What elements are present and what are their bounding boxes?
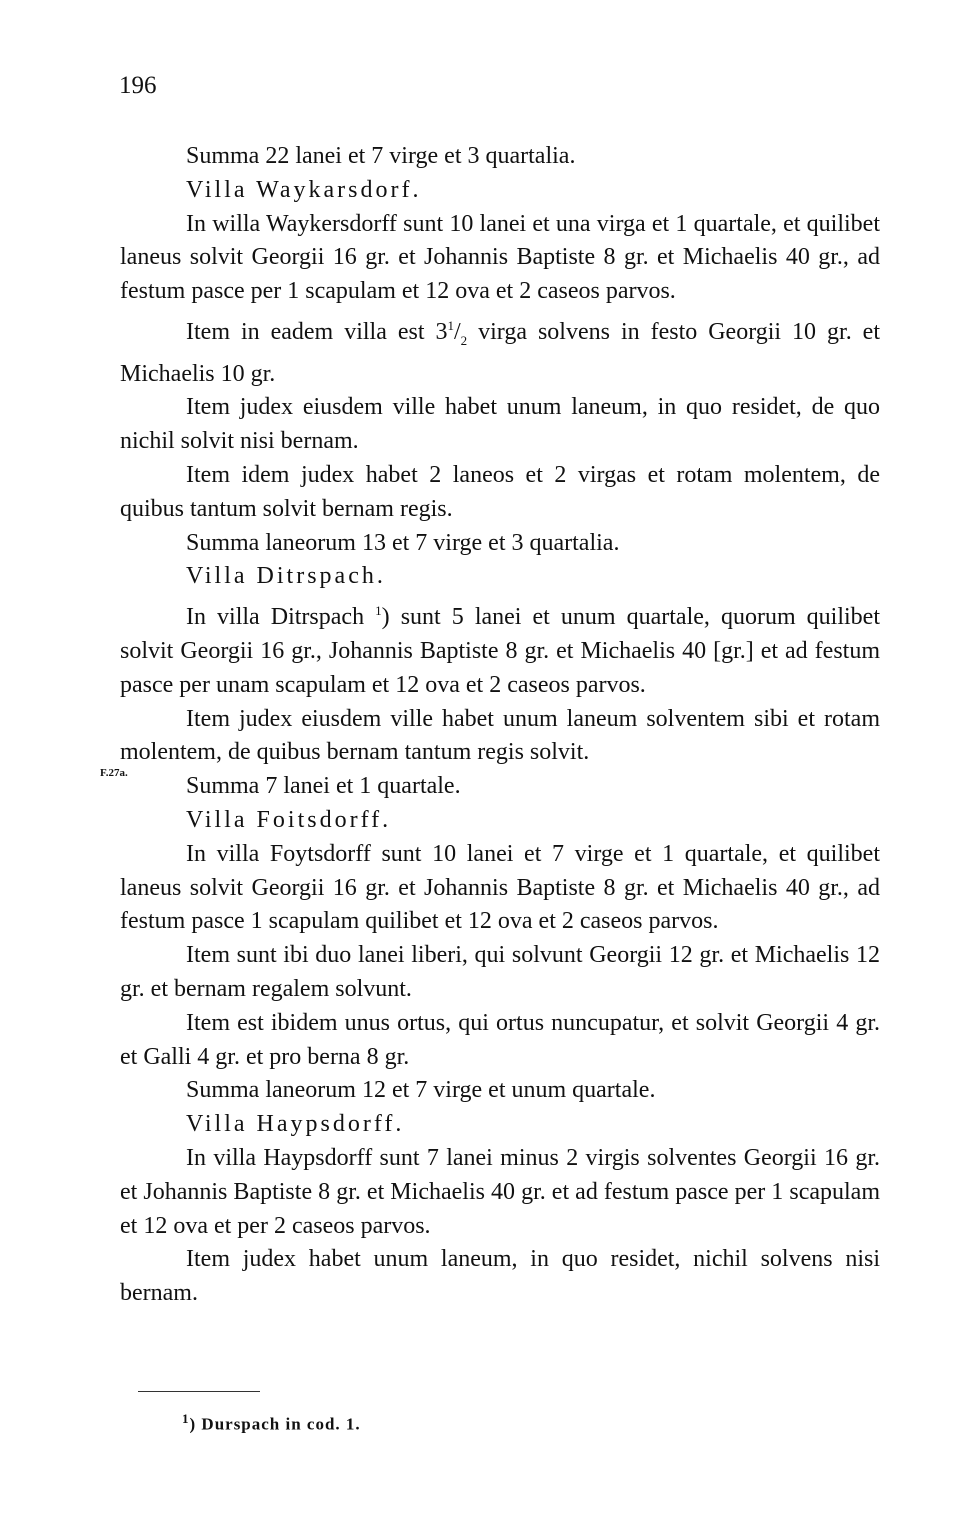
- paragraph: Item est ibidem unus ortus, qui ortus nuncupatur, et solvit Georgii 4 gr. et Galli 4 gr. et pro berna 8 gr.: [120, 1009, 880, 1070]
- summa-line: Summa laneorum 12 et 7 virge et unum quartale.: [186, 1077, 656, 1104]
- summa-line: Summa laneorum 13 et 7 virge et 3 quartalia.: [186, 529, 620, 556]
- paragraph: Item judex habet unum laneum, in quo residet, nichil solvens nisi bernam.: [120, 1246, 880, 1307]
- footnote-marker: 1: [182, 1411, 190, 1426]
- fraction-numerator: 1: [447, 317, 454, 333]
- paragraph: In villa Foytsdorff sunt 10 lanei et 7 virge et 1 quartale, et quilibet laneus solvit Georgii 16 gr. et Johannis Baptiste 8 gr. et Michaelis 40 gr., ad festum pasce 1 scapulam quilibet et 12 ova et 2 caseos parvos.: [120, 840, 880, 935]
- summa-line: Summa 7 lanei et 1 quartale.: [186, 773, 461, 800]
- page-number: 196: [119, 72, 157, 99]
- main-text: [120, 140, 880, 1311]
- marginal-folio-note: F.27a.: [100, 767, 128, 779]
- footnote-ref: 1: [375, 603, 382, 619]
- text-run: Item in eadem villa est 3: [186, 318, 448, 345]
- paragraph: Item judex eiusdem ville habet unum laneum solventem sibi et rotam molentem, de quibus bernam tantum regis solvit.: [120, 705, 880, 766]
- footnote: [182, 1411, 361, 1435]
- section-heading: Villa Ditrspach.: [186, 563, 386, 590]
- paragraph: In villa Haypsdorff sunt 7 lanei minus 2 virgis solventes Georgii 16 gr. et Johannis Baptiste 8 gr. et Michaelis 40 gr. et ad festum pasce per 1 scapulam et 12 ova et per 2 caseos parvos.: [120, 1144, 880, 1239]
- text-run: virga solvens in festo Georgii 10 gr. et Michaelis 10 gr.: [120, 318, 880, 387]
- section-heading: Villa Foitsdorff.: [186, 806, 392, 833]
- paragraph: [120, 594, 880, 702]
- text-run: In villa Ditrspach: [186, 604, 376, 631]
- paragraph: Item judex eiusdem ville habet unum laneum, in quo residet, de quo nichil solvit nisi bernam.: [120, 394, 880, 455]
- paragraph: Item in eadem villa est $3^1/_2$ virga solvens in festo Georgii 10 gr. et Michaelis 10 gr.: [120, 317, 880, 387]
- section-heading: Villa Haypsdorff.: [186, 1111, 405, 1138]
- fraction-denominator: 2: [460, 332, 468, 348]
- paragraph: In willa Waykersdorff sunt 10 lanei et una virga et 1 quartale, et quilibet laneus solvit Georgii 16 gr. et Johannis Baptiste 8 gr. et Michaelis 40 gr., ad festum pasce per 1 scapulam et 12 ova et 2 caseos parvos.: [120, 210, 880, 305]
- footnote-text: ) Durspach in cod. 1.: [189, 1414, 361, 1434]
- paragraph: Item sunt ibi duo lanei liberi, qui solvunt Georgii 12 gr. et Michaelis 12 gr. et bernam regalem solvunt.: [120, 942, 880, 1002]
- summa-line: Summa 22 lanei et 7 virge et 3 quartalia.: [186, 143, 576, 169]
- paragraph: Item idem judex habet 2 laneos et 2 virgas et rotam molentem, de quibus tantum solvit bernam regis.: [120, 461, 880, 522]
- section-heading: Villa Waykarsdorf.: [186, 176, 422, 203]
- text-run: ) sunt 5 lanei et unum quartale, quorum quilibet solvit Georgii 16 gr., Johannis Baptiste 8 gr. et Michaelis 40 [gr.] et ad festum pasce per unam scapulam et 12 ova et 2 caseos parvos.: [120, 604, 881, 698]
- footnote-rule: [138, 1391, 260, 1392]
